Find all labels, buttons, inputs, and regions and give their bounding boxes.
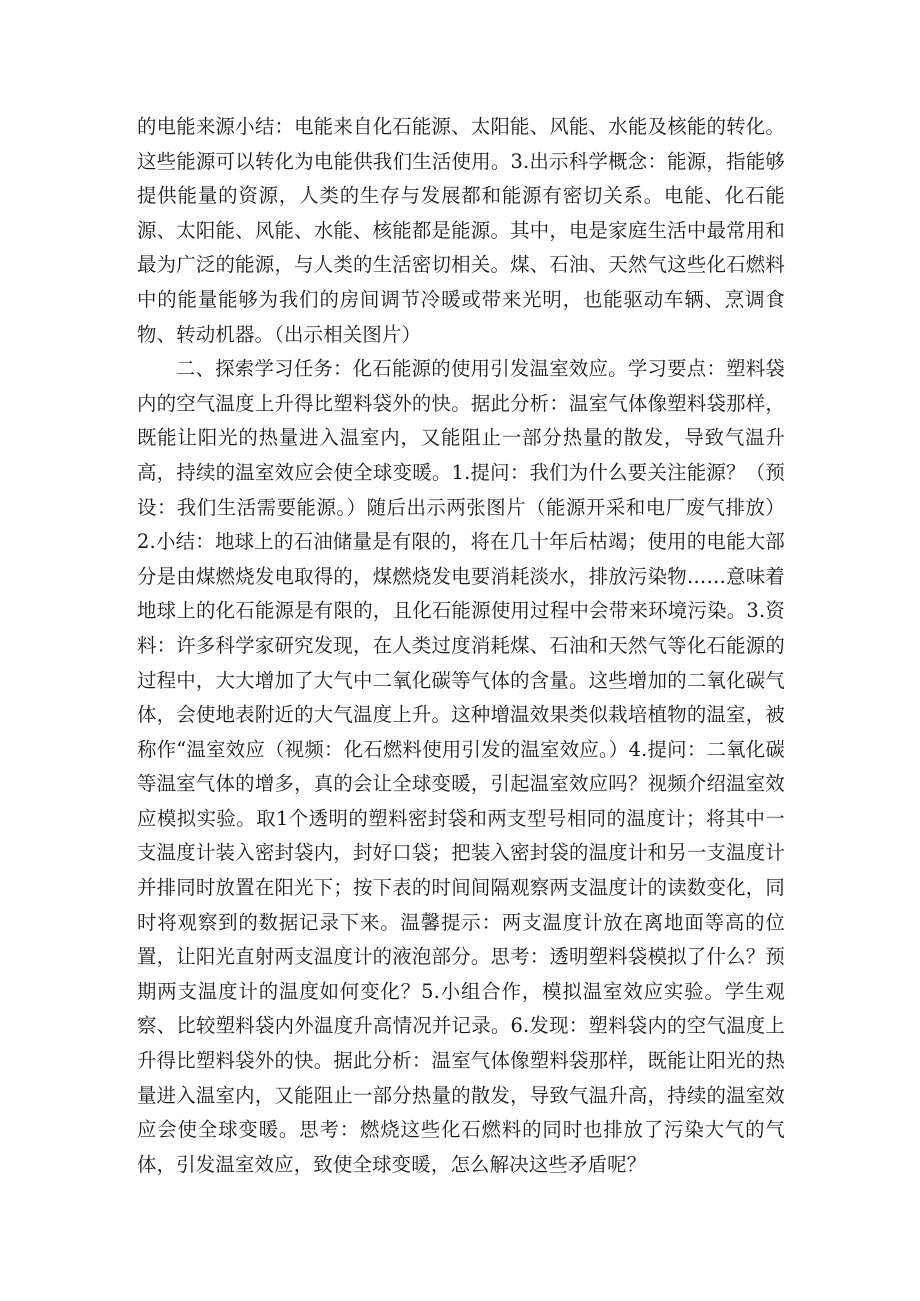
paragraph-energy-summary: 的电能来源小结：电能来自化石能源、太阳能、风能、水能及核能的转化。这些能源可以转化为电能供我们生活使用。3.出示科学概念：能源，指能够提供能量的资源，人类的生存与发展都和能源有密切关系。电能、化石能源、太阳能、风能、水能、核能都是能源。其中，电是家庭生活中最常用和最为广泛的能源，与人类的生活密切相关。煤、石油、天然气这些化石燃料中的能量能够为我们的房间调节冷暖或带来光明，也能驱动车辆、烹调食物、转动机器。（出示相关图片）: [137, 115, 785, 346]
paragraph-greenhouse-task: 二、探索学习任务：化石能源的使用引发温室效应。学习要点：塑料袋内的空气温度上升得比塑料袋外的快。据此分析：温室气体像塑料袋那样，既能让阳光的热量进入温室内，又能阻止一部分热量的散发，导致气温升高，持续的温室效应会使全球变暖。1.提问：我们为什么要关注能源？（预设：我们生活需要能源。）随后出示两张图片（能源开采和电厂废气排放）2.小结：地球上的石油储量是有限的，将在几十年后枯竭；使用的电能大部分是由煤燃烧发电取得的，煤燃烧发电要消耗淡水，排放污染物……意味着地球上的化石能源是有限的，且化石能源使用过程中会带来环境污染。3.资料：许多科学家研究发现，在人类过度消耗煤、石油和天然气等化石能源的过程中，大大增加了大气中二氧化碳等气体的含量。这些增加的二氧化碳气体，会使地表附近的大气温度上升。这种增温效果类似栽培植物的温室，被称作“温室效应（视频：化石燃料使用引发的温室效应。）4.提问：二氧化碳等温室气体的增多，真的会让全球变暖，引起温室效应吗？视频介绍温室效应模拟实验。取1个透明的塑料密封袋和两支型号相同的温度计；将其中一支温度计装入密封袋内，封好口袋；把装入密封袋的温度计和另一支温度计并排同时放置在阳光下；按下表的时间间隔观察两支温度计的读数变化，同时将观察到的数据记录下来。温馨提示：两支温度计放在离地面等高的位置，让阳光直射两支温度计的液泡部分。思考：透明塑料袋模拟了什么？预期两支温度计的温度如何变化？5.小组合作，模拟温室效应实验。学生观察、比较塑料袋内外温度升高情况并记录。6.发现：塑料袋内的空气温度上升得比塑料袋外的快。据此分析：温室气体像塑料袋那样，既能让阳光的热量进入温室内，又能阻止一部分热量的散发，导致气温升高，持续的温室效应会使全球变暖。思考：燃烧这些化石燃料的同时也排放了污染大气的气体，引发温室效应，致使全球变暖，怎么解决这些矛盾呢？: [137, 357, 785, 1176]
document-body: [137, 110, 785, 1182]
